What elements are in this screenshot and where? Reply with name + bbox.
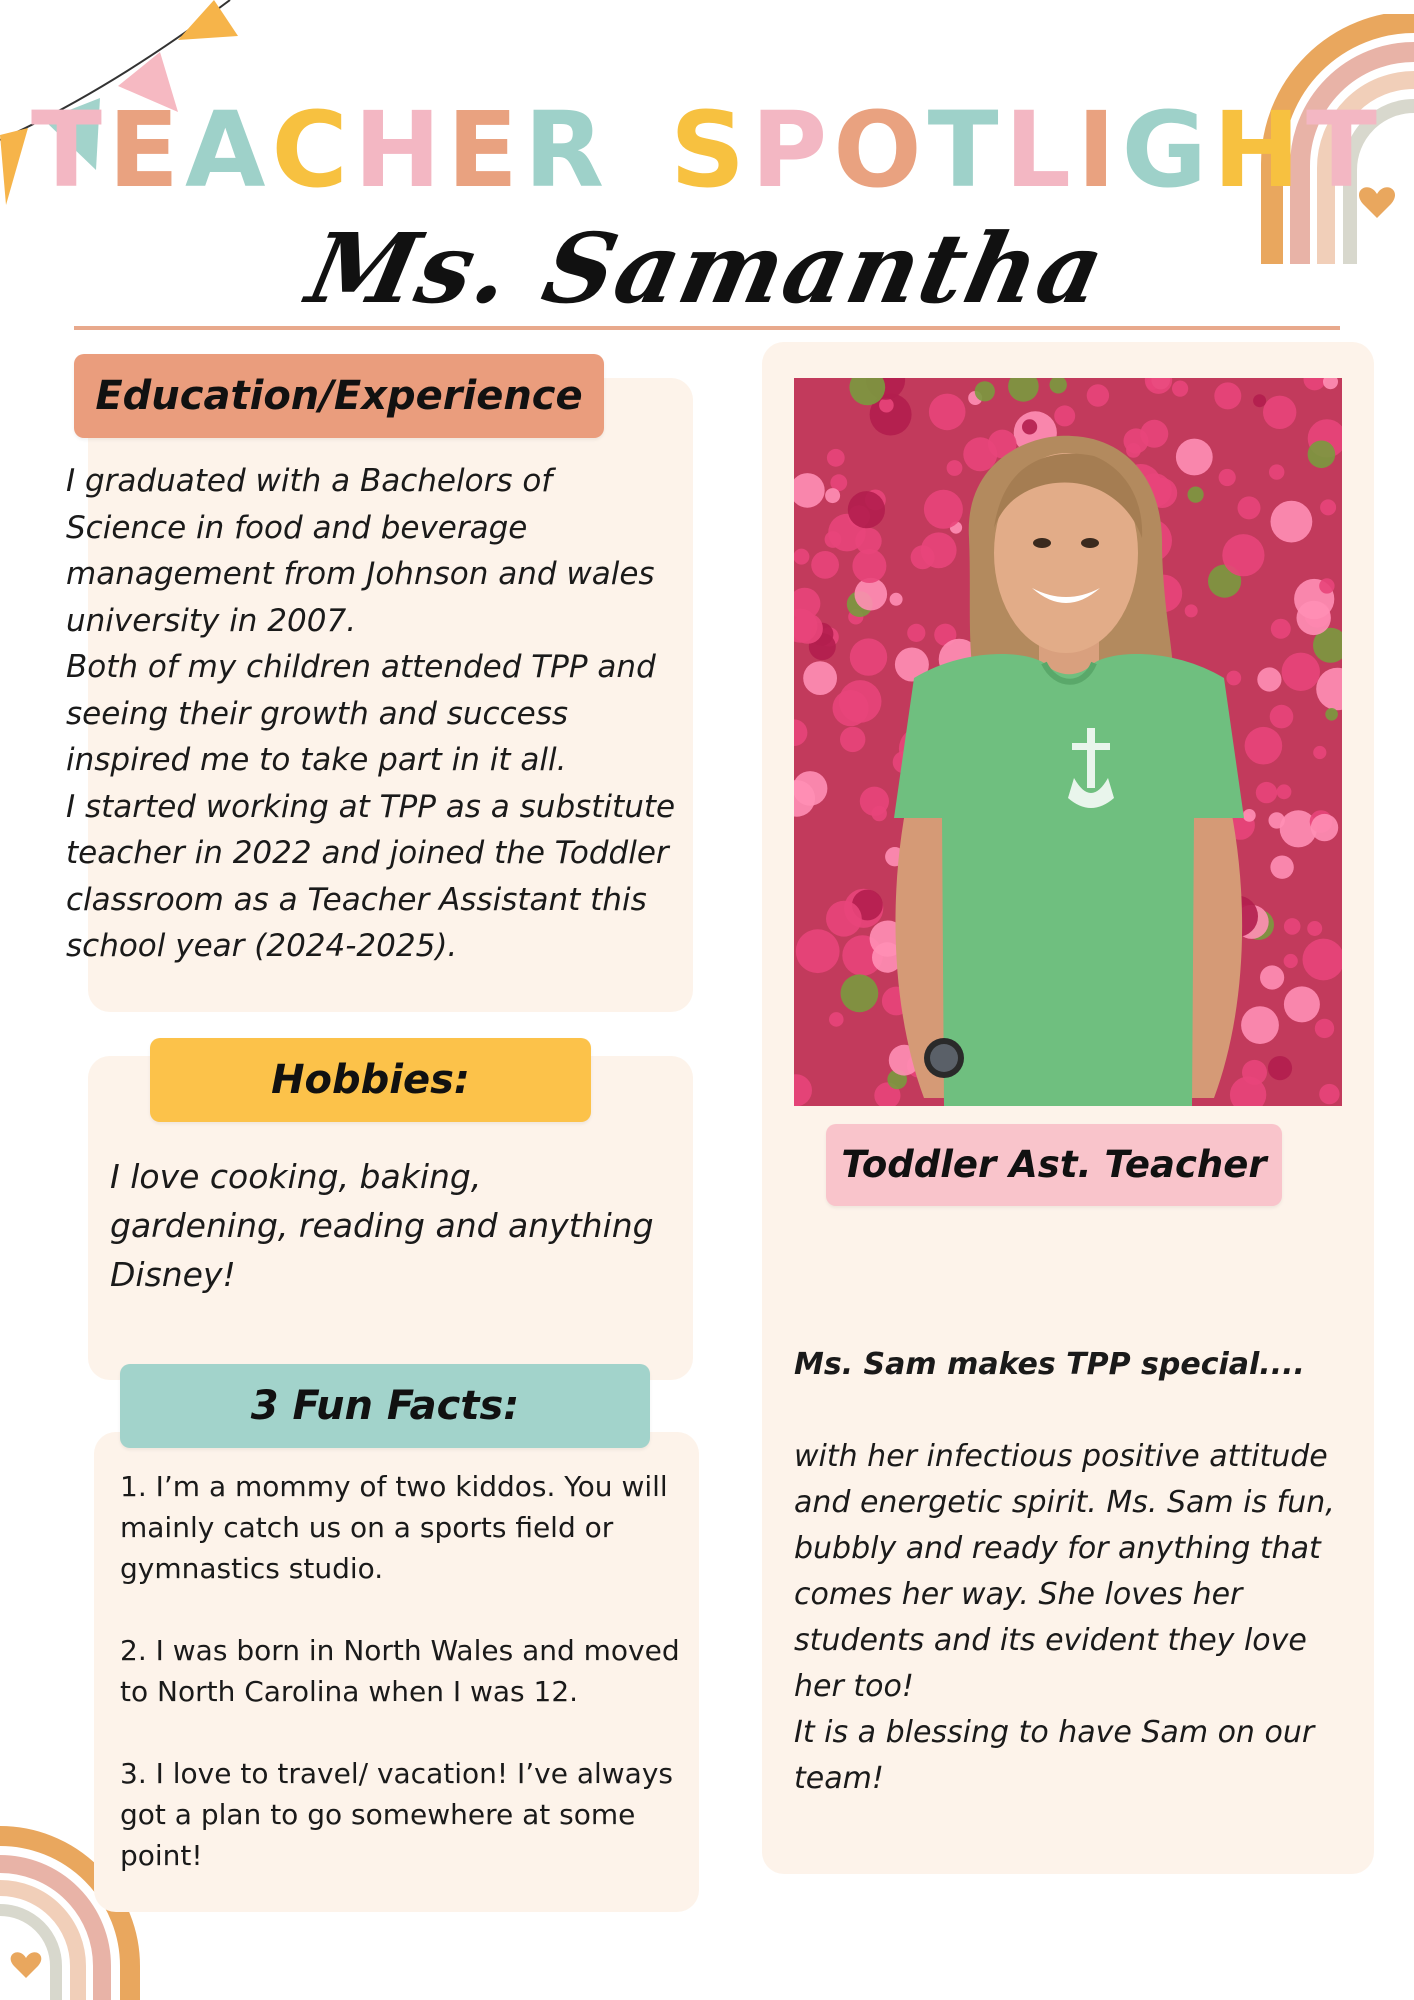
education-heading: Education/Experience: [74, 354, 604, 438]
hobbies-text: [110, 1152, 670, 1299]
title-letter: O: [833, 89, 928, 211]
fun-facts-heading: 3 Fun Facts:: [120, 1364, 650, 1448]
fun-facts-list: [120, 1466, 700, 1917]
teacher-name: Ms. Samantha: [298, 212, 1116, 325]
title-letter: T: [927, 89, 1005, 211]
title-word-spotlight: [670, 89, 1383, 211]
special-line: team!: [794, 1761, 884, 1796]
special-line: bubbly and ready for anything that: [794, 1531, 1321, 1566]
education-line: school year (2024-2025).: [66, 928, 458, 964]
education-line: I started working at TPP as a substitute: [66, 788, 676, 825]
page-title: [0, 89, 1414, 211]
title-letter: H: [1212, 89, 1306, 211]
education-line: inspired me to take part in it all.: [66, 742, 567, 778]
title-letter: P: [750, 89, 834, 211]
special-line: with her infectious positive attitude: [794, 1439, 1328, 1474]
role-badge: Toddler Ast. Teacher: [826, 1124, 1282, 1206]
fun-fact-item: 3. I love to travel/ vacation! I’ve always got a plan to go somewhere at some point!: [120, 1757, 673, 1872]
hobbies-line: Disney!: [110, 1255, 236, 1294]
title-letter: R: [523, 89, 611, 211]
hobbies-heading: Hobbies:: [150, 1038, 591, 1122]
title-letter: S: [670, 89, 751, 211]
special-line: comes her way. She loves her: [794, 1577, 1243, 1612]
title-letter: L: [1004, 89, 1077, 211]
education-line: I graduated with a Bachelors of: [66, 463, 553, 499]
education-text: [66, 458, 706, 970]
education-line: classroom as a Teacher Assistant this: [66, 881, 647, 918]
education-line: Science in food and beverage: [66, 509, 528, 546]
title-letter: T: [31, 89, 108, 211]
title-letter: C: [271, 89, 354, 211]
special-line: her too!: [794, 1669, 914, 1704]
fun-fact-item: 1. I’m a mommy of two kiddos. You will mainly catch us on a sports field or gymnastics studio.: [120, 1470, 668, 1585]
title-letter: A: [185, 89, 272, 211]
title-letter: T: [1305, 89, 1383, 211]
divider: [74, 326, 1340, 330]
special-lead: Ms. Sam makes TPP special....: [794, 1347, 1305, 1382]
title-letter: H: [353, 89, 447, 211]
title-word-teacher: [31, 89, 611, 211]
education-line: university in 2007.: [66, 602, 357, 639]
education-line: teacher in 2022 and joined the Toddler: [66, 835, 669, 871]
education-line: Both of my children attended TPP and: [66, 649, 656, 685]
title-letter: E: [108, 89, 186, 211]
education-line: management from Johnson and wales: [66, 556, 655, 592]
special-line: and energetic spirit. Ms. Sam is fun,: [794, 1485, 1335, 1520]
title-letter: I: [1076, 89, 1122, 211]
hobbies-line: I love cooking, baking,: [110, 1157, 482, 1196]
teacher-photo: [794, 378, 1342, 1106]
special-line: students and its evident they love: [794, 1623, 1307, 1658]
title-letter: G: [1121, 89, 1213, 211]
title-letter: E: [446, 89, 524, 211]
special-text: [794, 1342, 1364, 1802]
fun-fact-item: 2. I was born in North Wales and moved to North Carolina when I was 12.: [120, 1634, 680, 1708]
education-line: seeing their growth and success: [66, 695, 569, 732]
special-line: It is a blessing to have Sam on our: [794, 1715, 1315, 1750]
hobbies-line: gardening, reading and anything: [110, 1206, 654, 1245]
